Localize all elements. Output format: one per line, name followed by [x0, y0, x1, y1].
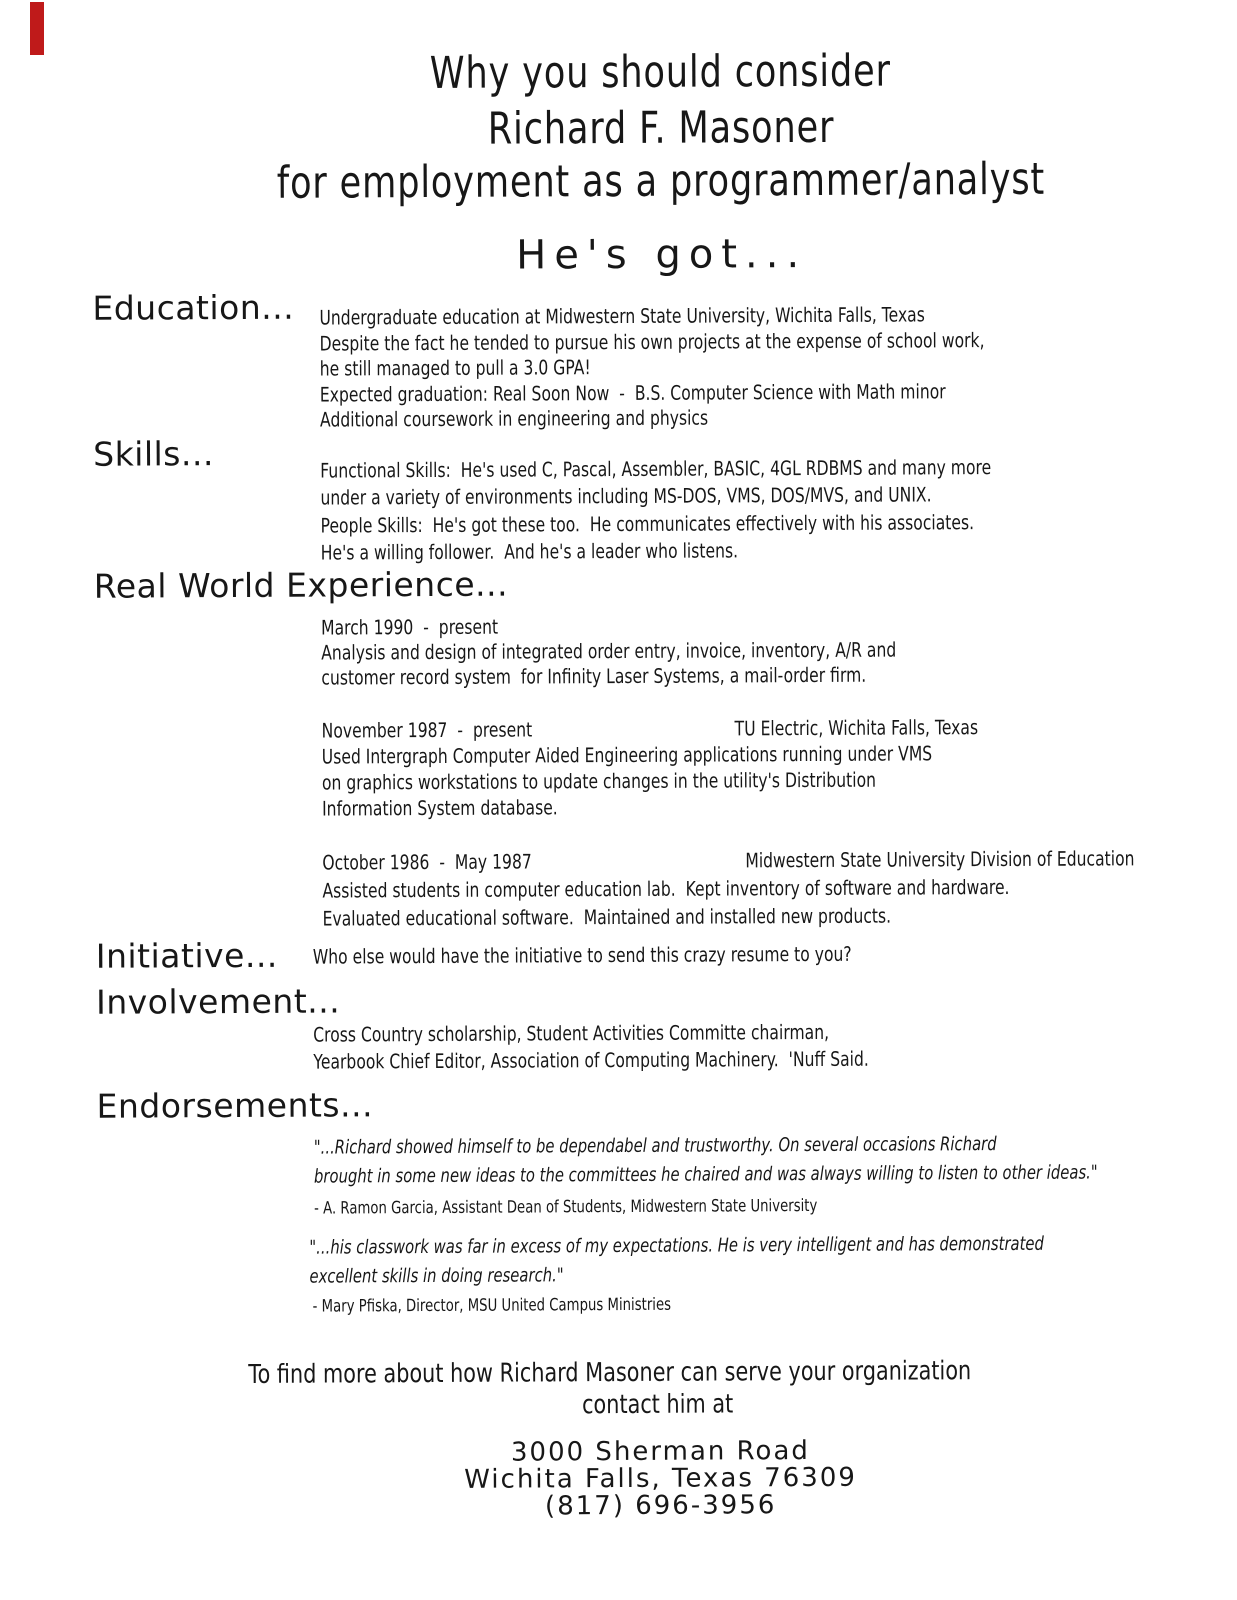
footer-cta-line-1: To find more about how Richard Masoner can serve your organization — [248, 1356, 972, 1390]
phone-number: (817) 696-3956 — [544, 1490, 777, 1522]
job-description-line: customer record system for Infinity Laser Systems, a mail-order firm. — [321, 662, 867, 690]
involvement-line: Cross Country scholarship, Student Activities Committe chairman, — [313, 1019, 830, 1047]
job-company: TU Electric, Wichita Falls, Texas — [734, 715, 979, 741]
job-description-line: Analysis and design of integrated order entry, invoice, inventory, A/R and — [321, 637, 897, 665]
quote-line: "...his classwork was far in excess of my expectations. He is very intelligent and has demonstrated — [309, 1232, 1044, 1259]
quote-line: "...Richard showed himself to be dependabel and trustworthy. On several occasions Richard — [313, 1133, 997, 1159]
job-description-line: Assisted students in computer education lab. Kept inventory of software and hardware. — [322, 874, 1010, 903]
job-dates: October 1986 - May 1987 — [322, 849, 532, 875]
endorsement-attribution-1: - A. Ramon Garcia, Assistant Dean of Students, Midwestern State University — [314, 1195, 818, 1219]
involvement-text — [313, 1018, 1025, 1076]
skills-line: He's a willing follower. And he's a leader who listens. — [320, 538, 739, 565]
education-line: Despite the fact he tended to pursue his own projects at the expense of school work, — [319, 327, 985, 356]
education-text — [319, 301, 1172, 433]
section-heading-education: Education... — [92, 287, 295, 328]
skills-line: People Skills: He's got these too. He communicates effectively with his associates. — [320, 509, 975, 538]
job-dates: November 1987 - present — [321, 717, 533, 743]
footer-cta-line-2: contact him at — [581, 1389, 733, 1421]
initiative-text — [313, 940, 1004, 970]
section-heading-endorsements: Endorsements... — [96, 1085, 374, 1126]
education-line: Expected graduation: Real Soon Now - B.S. Computer Science with Math minor — [319, 378, 946, 407]
education-line: he still managed to pull a 3.0 GPA! — [319, 355, 591, 381]
contact-address — [60, 1436, 1237, 1523]
job-company: Midwestern State University Division of Education — [745, 846, 1135, 873]
endorsement-attribution-2: - Mary Pfiska, Director, MSU United Campus Ministries — [312, 1294, 672, 1317]
initiative-line: Who else would have the initiative to send this crazy resume to you? — [312, 941, 852, 969]
job-description-line: on graphics workstations to update changes in the utility's Distribution — [321, 767, 877, 795]
job-description-line: Used Intergraph Computer Aided Engineering applications running under VMS — [321, 741, 933, 769]
address-street: 3000 Sherman Road — [510, 1436, 810, 1468]
skills-line: Functional Skills: He's used C, Pascal, Assembler, BASIC, 4GL RDBMS and many more — [320, 455, 992, 483]
skills-text — [320, 453, 1181, 567]
experience-job-2 — [322, 713, 1105, 821]
skills-line: under a variety of environments including MS-DOS, VMS, DOS/MVS, and UNIX. — [320, 482, 932, 510]
experience-job-1 — [321, 612, 1059, 691]
address-city: Wichita Falls, Texas 76309 — [464, 1462, 857, 1495]
page-title-line-1: Why you should consider — [430, 45, 892, 99]
endorsement-quote-1 — [314, 1128, 1237, 1191]
education-line: Undergraduate education at Midwestern State University, Wichita Falls, Texas — [319, 302, 925, 330]
quote-line: excellent skills in doing research." — [309, 1264, 564, 1288]
section-heading-initiative: Initiative... — [95, 935, 278, 976]
section-heading-experience: Real World Experience... — [93, 564, 509, 606]
section-heading-skills: Skills... — [93, 434, 215, 474]
job-description-line: Information System database. — [321, 795, 558, 821]
section-heading-involvement: Involvement... — [95, 981, 341, 1022]
involvement-line: Yearbook Chief Editor, Association of Computing Machinery. 'Nuff Said. — [313, 1046, 869, 1074]
job-description-line: Evaluated educational software. Maintained and installed new products. — [322, 903, 892, 931]
page-title-line-3: for employment as a programmer/analyst — [276, 153, 1046, 209]
education-line: Additional coursework in engineering and physics — [319, 405, 709, 432]
tagline: He's got... — [516, 231, 808, 279]
job-dates: March 1990 - present — [321, 614, 499, 640]
experience-job-3 — [322, 844, 1203, 933]
endorsement-quote-2 — [309, 1229, 1237, 1292]
quote-line: brought in some new ideas to the committees he chaired and was always willing to listen to other ideas." — [313, 1161, 1098, 1188]
page-title-line-2: Richard F. Masoner — [487, 101, 835, 155]
